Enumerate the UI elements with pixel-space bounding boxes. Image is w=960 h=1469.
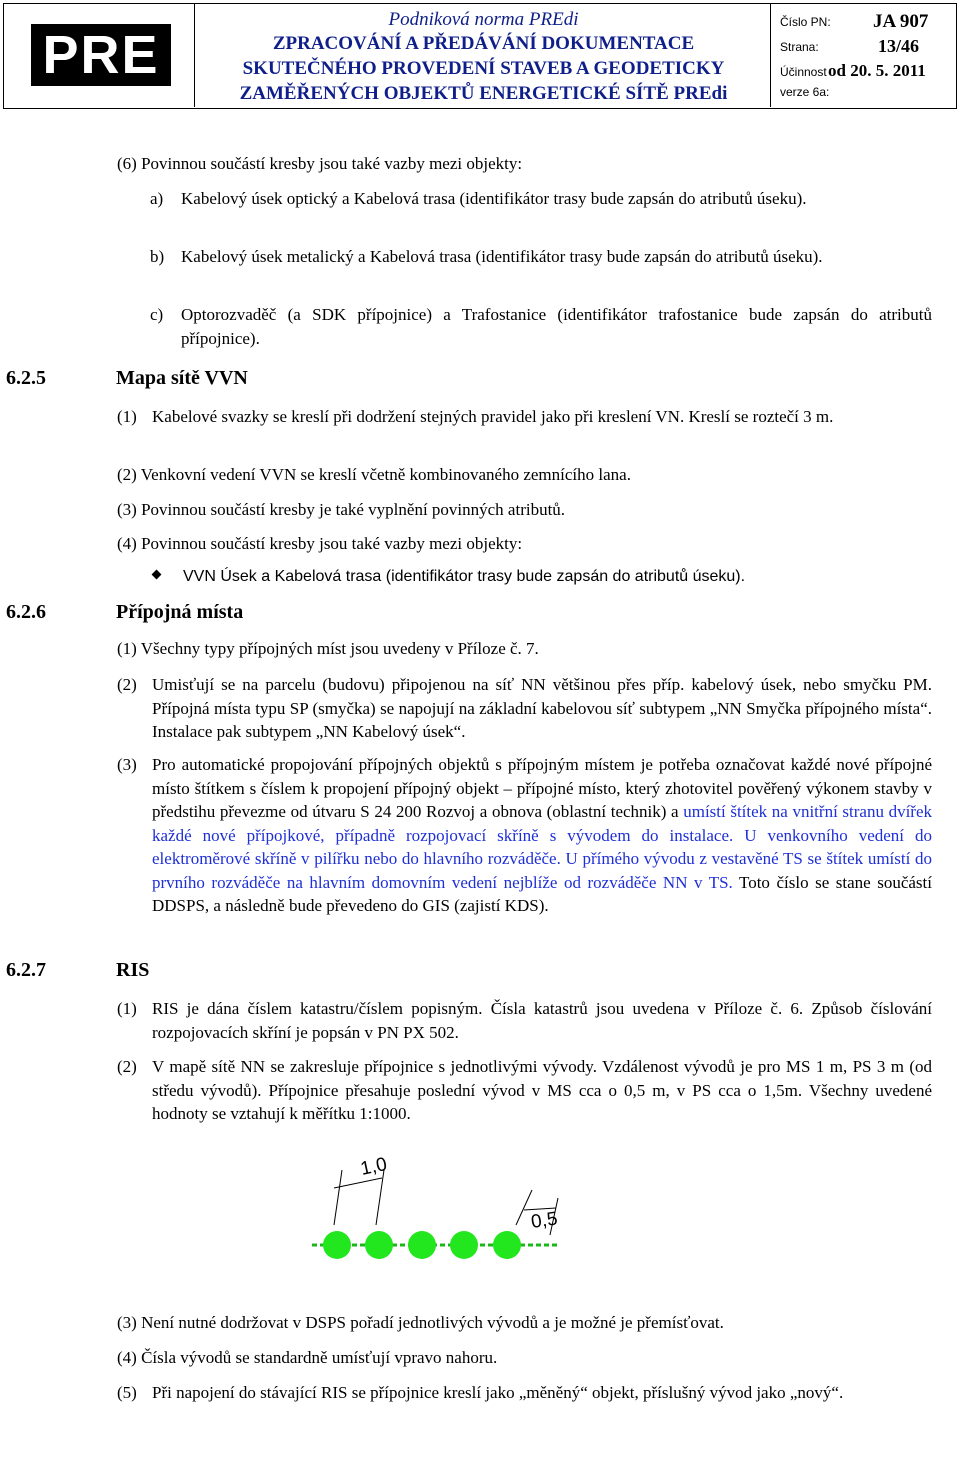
s626-i2-text: Umisťují se na parcelu (budovu) připojenou na síť NN většinou přes příp. kabelový úsek, nebo smyčku PM. Přípojná místa typu SP (smyčka) se napojují na základní kabelovou síť subtypem „NN Smyčka přípojného místa“. Instalace pak subtypem „NN Kabelový úsek“. bbox=[152, 675, 932, 741]
section-title: Přípojná místa bbox=[116, 601, 244, 623]
doc-title-line-2: SKUTEČNÉHO PROVEDENÍ STAVEB A GEODETICKY bbox=[242, 58, 725, 79]
s626-i3-num: (3) bbox=[117, 755, 137, 774]
s626-i3-blue: umístí štítek na vnitřní stranu dvířek každé nové přípojkové, případně rozpojovací skříně s vývodem do instalace. U venkovního vedení do elektroměrové skříně v pilířku nebo do hlavního rozváděče. U přímého vývodu z vestavěné TS se štítek umístí do prvního rozváděče na hlavním domovním vedení nejblíže od rozváděče NN v TS. bbox=[152, 802, 933, 892]
ucinnost-row bbox=[773, 58, 956, 83]
section-6-2-7-heading bbox=[6, 959, 149, 982]
outlet-dot bbox=[493, 1231, 521, 1259]
norm-title: Podniková norma PREdi bbox=[388, 9, 579, 30]
p6-b-label: b) bbox=[150, 247, 165, 266]
s625-i3: (3) Povinnou součástí kresby je také vyplnění povinných atributů. bbox=[117, 500, 566, 519]
s626-i3-text bbox=[152, 753, 932, 918]
s627-i3: (3) Není nutné dodržovat v DSPS pořadí jednotlivých vývodů a je možné je přemísťovat. bbox=[117, 1313, 724, 1332]
doc-title-line-1: ZPRACOVÁNÍ A PŘEDÁVÁNÍ DOKUMENTACE bbox=[272, 33, 695, 54]
bullet-diamond-icon bbox=[152, 570, 162, 580]
section-number: 6.2.5 bbox=[6, 367, 46, 389]
strana-label: Strana: bbox=[780, 40, 819, 54]
strana-row bbox=[773, 33, 956, 58]
logo-cell bbox=[4, 4, 195, 107]
s626-i2-num: (2) bbox=[117, 675, 137, 694]
cislo-label: Číslo PN: bbox=[780, 15, 831, 29]
busbar-figure bbox=[300, 1150, 580, 1280]
p6-c-text: Optorozvaděč (a SDK přípojnice) a Trafostanice (identifikátor trafostanice bude zapsán do atributů přípojnice). bbox=[181, 305, 932, 348]
cislo-row bbox=[773, 8, 956, 33]
dim-label-2: 0,5 bbox=[529, 1208, 559, 1233]
outlet-dot bbox=[450, 1231, 478, 1259]
s626-i3-black2: Toto číslo se stane součástí DDSPS, a následně bude převedeno do GIS (zajistí KDS). bbox=[152, 872, 932, 915]
header-title-block bbox=[197, 4, 771, 107]
dim-line-1 bbox=[334, 1178, 382, 1188]
verze-label: verze 6a: bbox=[780, 85, 830, 99]
page-header bbox=[3, 3, 957, 109]
section-number: 6.2.6 bbox=[6, 601, 46, 623]
section-6-2-5-heading bbox=[6, 367, 248, 390]
s627-i2-text: V mapě sítě NN se zakresluje přípojnice s jednotlivými vývody. Vzdálenost vývodů je pro MS 1 m, PS 3 m (od středu vývodů). Přípojnice přesahuje poslední vývod v MS cca o 0,5 m, v PS cca o 1,5m. Všechny uvedené hodnoty se vztahují k měřítku 1:1000. bbox=[152, 1057, 932, 1123]
s625-i1-num: (1) bbox=[117, 407, 137, 426]
s625-i2: (2) Venkovní vedení VVN se kreslí včetně kombinovaného zemnícího lana. bbox=[117, 465, 631, 484]
p6-intro: (6) Povinnou součástí kresby jsou také vazby mezi objekty: bbox=[117, 154, 523, 173]
dim-tick-c bbox=[516, 1190, 532, 1225]
s625-i1-text: Kabelové svazky se kreslí při dodržení stejných pravidel jako při kreslení VN. Kreslí se roztečí 3 m. bbox=[152, 407, 834, 426]
header-meta bbox=[773, 4, 956, 107]
s627-i5-num: (5) bbox=[117, 1383, 137, 1402]
dim-tick-a bbox=[334, 1170, 342, 1225]
s627-i1-num: (1) bbox=[117, 999, 137, 1018]
outlet-dot bbox=[323, 1231, 351, 1259]
s625-bullet: VVN Úsek a Kabelová trasa (identifikátor trasy bude zapsán do atributů úseku). bbox=[183, 568, 746, 585]
s626-i1: (1) Všechny typy přípojných míst jsou uvedeny v Příloze č. 7. bbox=[117, 639, 539, 658]
strana-value: 13/46 bbox=[878, 36, 920, 56]
cislo-value: JA 907 bbox=[873, 11, 929, 32]
doc-title-line-3: ZAMĚŘENÝCH OBJEKTŮ ENERGETICKÉ SÍTĚ PREdi bbox=[239, 83, 728, 104]
p6-c-label: c) bbox=[150, 305, 164, 324]
ucinnost-label: Účinnost bbox=[780, 65, 827, 79]
s627-i5-text: Při napojení do stávající RIS se přípojnice kreslí jako „měněný“ objekt, příslušný vývod jako „nový“. bbox=[152, 1383, 844, 1402]
s625-i4: (4) Povinnou součástí kresby jsou také vazby mezi objekty: bbox=[117, 534, 523, 553]
pre-logo: PRE bbox=[31, 24, 171, 86]
dim-label-1: 1,0 bbox=[358, 1153, 389, 1180]
outlet-dot bbox=[365, 1231, 393, 1259]
verze-row bbox=[773, 83, 956, 108]
s627-i1-text: RIS je dána číslem katastru/číslem popisným. Čísla katastrů jsou uvedena v Příloze č. 6. Způsob číslování rozpojovacích skříní je popsán v PN PX 502. bbox=[152, 999, 932, 1042]
outlet-dot bbox=[408, 1231, 436, 1259]
section-number: 6.2.7 bbox=[6, 959, 46, 981]
s626-i3-black1: Pro automatické propojování přípojných objektů s přípojným místem je potřeba označovat každé nové přípojné místo štítkem s číslem k propojení přípojný objekt – přípojné místo, který zhotovitel pověřený výkonem stavby v předstihu převezme od útvaru S 24 200 Rozvoj a obnova (oblastní technik) a bbox=[152, 755, 932, 821]
s627-i2-num: (2) bbox=[117, 1057, 137, 1076]
s627-i4: (4) Čísla vývodů se standardně umísťují vpravo nahoru. bbox=[117, 1348, 498, 1367]
section-6-2-6-heading bbox=[6, 601, 243, 624]
section-title: Mapa sítě VVN bbox=[116, 367, 248, 389]
p6-b-text: Kabelový úsek metalický a Kabelová trasa (identifikátor trasy bude zapsán do atributů úseku). bbox=[181, 247, 823, 266]
p6-a-text: Kabelový úsek optický a Kabelová trasa (identifikátor trasy bude zapsán do atributů úseku). bbox=[181, 189, 807, 208]
p6-a-label: a) bbox=[150, 189, 164, 208]
section-title: RIS bbox=[116, 959, 150, 981]
ucinnost-value: od 20. 5. 2011 bbox=[828, 61, 926, 80]
